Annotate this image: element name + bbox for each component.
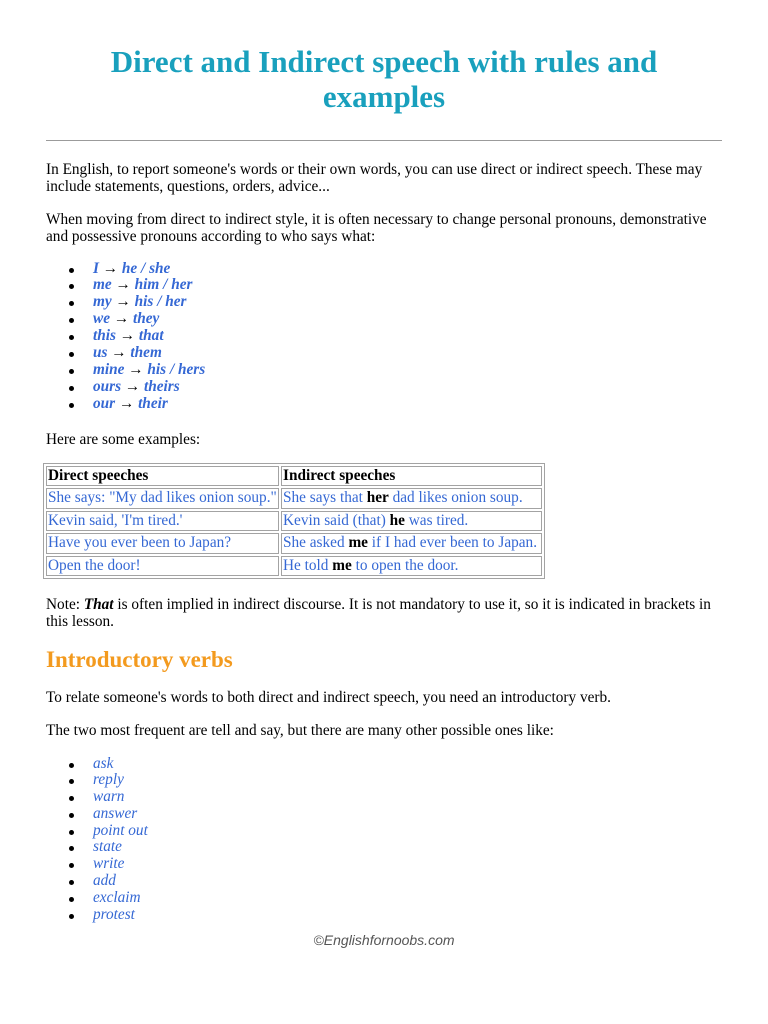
direct-speech-cell: She says: "My dad likes onion soup." xyxy=(46,488,279,508)
column-header-direct: Direct speeches xyxy=(46,466,279,486)
list-item xyxy=(93,362,693,379)
list-item xyxy=(93,261,693,278)
list-item xyxy=(93,311,693,328)
indirect-speech-cell xyxy=(281,511,542,531)
pronoun-from: we xyxy=(93,310,110,328)
section-heading: Introductory verbs xyxy=(46,647,233,672)
page-title: Direct and Indirect speech with rules and examples xyxy=(110,44,658,114)
pronoun-to: they xyxy=(132,310,160,328)
introductory-verbs-list xyxy=(93,756,693,924)
examples-table xyxy=(43,463,545,579)
arrow-icon: → xyxy=(118,394,135,412)
pronoun-to: his / hers xyxy=(147,360,206,378)
pronoun-change-list xyxy=(93,261,693,413)
pronoun-to: that xyxy=(138,327,164,344)
pronoun-from: me xyxy=(93,276,112,294)
list-item: answer xyxy=(93,806,693,823)
changed-pronoun: me xyxy=(348,534,368,552)
list-item: state xyxy=(93,839,693,856)
pronoun-from: ours xyxy=(93,377,122,395)
list-item: ask xyxy=(93,756,693,773)
direct-speech-cell: Have you ever been to Japan? xyxy=(46,533,279,553)
list-item xyxy=(93,277,693,294)
table-row xyxy=(46,556,542,576)
footer-copyright: ©Englishfornoobs.com xyxy=(313,932,455,948)
pronoun-from: my xyxy=(93,293,112,311)
changed-pronoun: he xyxy=(389,511,405,529)
pronoun-from: I xyxy=(93,259,99,277)
note-text: is often implied in indirect discourse. It is not mandatory to use it, so it is indicated in brackets in this lesson. xyxy=(46,595,711,630)
pronoun-from: our xyxy=(93,394,116,412)
arrow-icon: → xyxy=(113,310,130,328)
indirect-speech-cell xyxy=(281,556,542,576)
list-item xyxy=(93,379,693,396)
list-item: write xyxy=(93,856,693,873)
arrow-icon: → xyxy=(119,327,136,344)
pronoun-to: him / her xyxy=(134,276,193,294)
direct-speech-cell: Kevin said, 'I'm tired.' xyxy=(46,511,279,531)
pronoun-from: this xyxy=(93,327,116,344)
indirect-text-after: was tired. xyxy=(404,511,469,529)
indirect-text-before: She says that xyxy=(283,489,367,507)
pronoun-from: us xyxy=(93,343,108,361)
arrow-icon: → xyxy=(128,360,144,378)
table-row xyxy=(46,511,542,531)
note-paragraph xyxy=(46,596,730,630)
indirect-speech-cell xyxy=(281,488,542,508)
list-item: warn xyxy=(93,789,693,806)
section-paragraph: The two most frequent are tell and say, but there are many other possible ones like: xyxy=(46,721,554,739)
arrow-icon: → xyxy=(111,343,127,361)
section-paragraph: To relate someone's words to both direct and indirect speech, you need an introductory verb. xyxy=(46,688,611,706)
direct-speech-cell: Open the door! xyxy=(46,556,279,576)
pronoun-to: his / her xyxy=(134,293,187,311)
pronoun-from: mine xyxy=(93,360,125,378)
note-label: Note: xyxy=(46,595,84,613)
list-item xyxy=(93,328,693,345)
table-row xyxy=(46,488,542,508)
pronoun-to: theirs xyxy=(144,377,180,395)
list-item: point out xyxy=(93,823,693,840)
pronoun-change-paragraph: When moving from direct to indirect style, it is often necessary to change personal pronouns, demonstrative and possessive pronouns according to who says what: xyxy=(46,210,707,245)
list-item: protest xyxy=(93,907,693,924)
indirect-speech-cell xyxy=(281,533,542,553)
list-item xyxy=(93,345,693,362)
arrow-icon: → xyxy=(124,377,141,395)
indirect-text-before: He told xyxy=(283,556,333,574)
indirect-text-after: if I had ever been to Japan. xyxy=(367,534,538,552)
changed-pronoun: me xyxy=(332,556,352,574)
indirect-text-before: She asked xyxy=(283,534,349,552)
examples-intro: Here are some examples: xyxy=(46,430,201,448)
indirect-text-after: to open the door. xyxy=(351,556,459,574)
column-header-indirect: Indirect speeches xyxy=(281,466,542,486)
arrow-icon: → xyxy=(115,276,131,294)
pronoun-to: he / she xyxy=(121,259,171,277)
note-emphasis: That xyxy=(83,595,114,613)
pronoun-to: them xyxy=(130,343,162,361)
list-item xyxy=(93,396,693,413)
list-item: exclaim xyxy=(93,890,693,907)
indirect-text-before: Kevin said (that) xyxy=(283,511,390,529)
arrow-icon: → xyxy=(102,259,119,277)
list-item: reply xyxy=(93,772,693,789)
title-divider xyxy=(46,140,722,141)
changed-pronoun: her xyxy=(366,489,389,507)
list-item: add xyxy=(93,873,693,890)
table-header-row xyxy=(46,466,542,486)
pronoun-to: their xyxy=(138,394,168,412)
table-row xyxy=(46,533,542,553)
arrow-icon: → xyxy=(115,293,131,311)
intro-paragraph: In English, to report someone's words or their own words, you can use direct or indirect speech. These may include statements, questions, orders, advice... xyxy=(46,161,703,195)
list-item xyxy=(93,294,693,311)
indirect-text-after: dad likes onion soup. xyxy=(388,489,523,507)
